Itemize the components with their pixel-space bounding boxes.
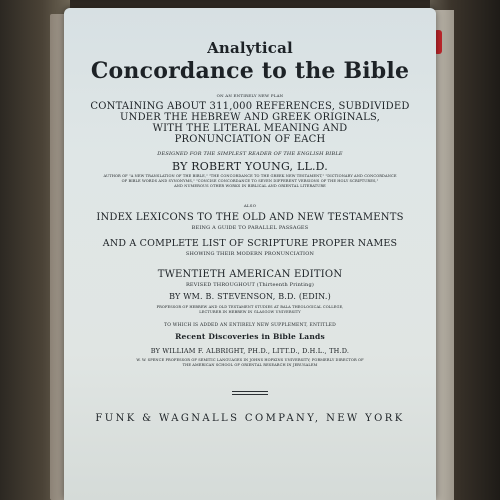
designed-for-text: DESIGNED FOR THE SIMPLEST READER OF THE ENGLISH BIBLE — [157, 151, 343, 157]
editor-credits-1: PROFESSOR OF HEBREW AND OLD TESTAMENT STUDIES AT BALA THEOLOGICAL COLLEGE, — [156, 305, 344, 309]
containing-line-1: CONTAINING ABOUT 311,000 REFERENCES, SUBDIVIDED — [90, 101, 410, 112]
title-line-1: Analytical — [207, 39, 293, 57]
albright-line: BY WILLIAM F. ALBRIGHT, PH.D., LITT.D., D.H.L., TH.D. — [150, 347, 350, 355]
guide-line: BEING A GUIDE TO PARALLEL PASSAGES — [191, 225, 309, 231]
new-plan-text: ON AN ENTIRELY NEW PLAN — [216, 93, 284, 98]
author-line: BY ROBERT YOUNG, LL.D. — [172, 160, 328, 173]
containing-line-4: PRONUNCIATION OF EACH — [174, 134, 326, 145]
author-credits-1: AUTHOR OF "A NEW TRANSLATION OF THE BIBLE," "THE CONCORDANCE TO THE GREEK NEW TESTAMENT," "DICTIONARY AND CONCORDANCE — [103, 174, 397, 178]
editor-line: BY WM. B. STEVENSON, B.D. (EDIN.) — [169, 292, 331, 301]
edition-line: TWENTIETH AMERICAN EDITION — [157, 269, 343, 280]
complete-list-line: AND A COMPLETE LIST OF SCRIPTURE PROPER NAMES — [102, 238, 398, 249]
editor-credits-2: LECTURER IN HEBREW IN GLASGOW UNIVERSITY — [199, 310, 301, 314]
modern-pronunciation-line: SHOWING THEIR MODERN PRONUNCIATION — [185, 251, 315, 257]
author-credits-2: OF BIBLE WORDS AND SYNONYMS," "CONCISE CONCORDANCE TO SEVEN DIFFERENT VERSIONS OF THE HOLY SCRIPTURES," — [121, 179, 379, 183]
publisher-line: FUNK & WAGNALLS COMPANY, NEW YORK — [95, 413, 405, 424]
albright-credits-2: THE AMERICAN SCHOOL OF ORIENTAL RESEARCH IN JERUSALEM — [182, 363, 318, 367]
revised-line: REVISED THROUGHOUT (Thirteenth Printing) — [185, 282, 315, 288]
also-text: ALSO — [243, 203, 257, 208]
containing-line-2: UNDER THE HEBREW AND GREEK ORIGINALS, — [120, 112, 380, 123]
supplement-line: TO WHICH IS ADDED AN ENTIRELY NEW SUPPLEMENT, ENTITLED — [164, 323, 336, 328]
title-page — [64, 8, 436, 500]
recent-discoveries-line: Recent Discoveries in Bible Lands — [175, 332, 325, 341]
containing-line-3: WITH THE LITERAL MEANING AND — [152, 123, 348, 134]
divider-rule-bottom — [232, 394, 268, 395]
author-credits-3: AND NUMEROUS OTHER WORKS IN BIBLICAL AND ORIENTAL LITERATURE — [174, 184, 326, 188]
albright-credits-1: W. W. SPENCE PROFESSOR OF SEMITIC LANGUAGES IN JOHNS HOPKINS UNIVERSITY; FORMERLY DIRECTOR OF — [136, 358, 364, 362]
divider-rule-top — [232, 391, 268, 392]
title-line-2: Concordance to the Bible — [90, 58, 410, 84]
index-lexicons-line: INDEX LEXICONS TO THE OLD AND NEW TESTAMENTS — [96, 212, 404, 223]
